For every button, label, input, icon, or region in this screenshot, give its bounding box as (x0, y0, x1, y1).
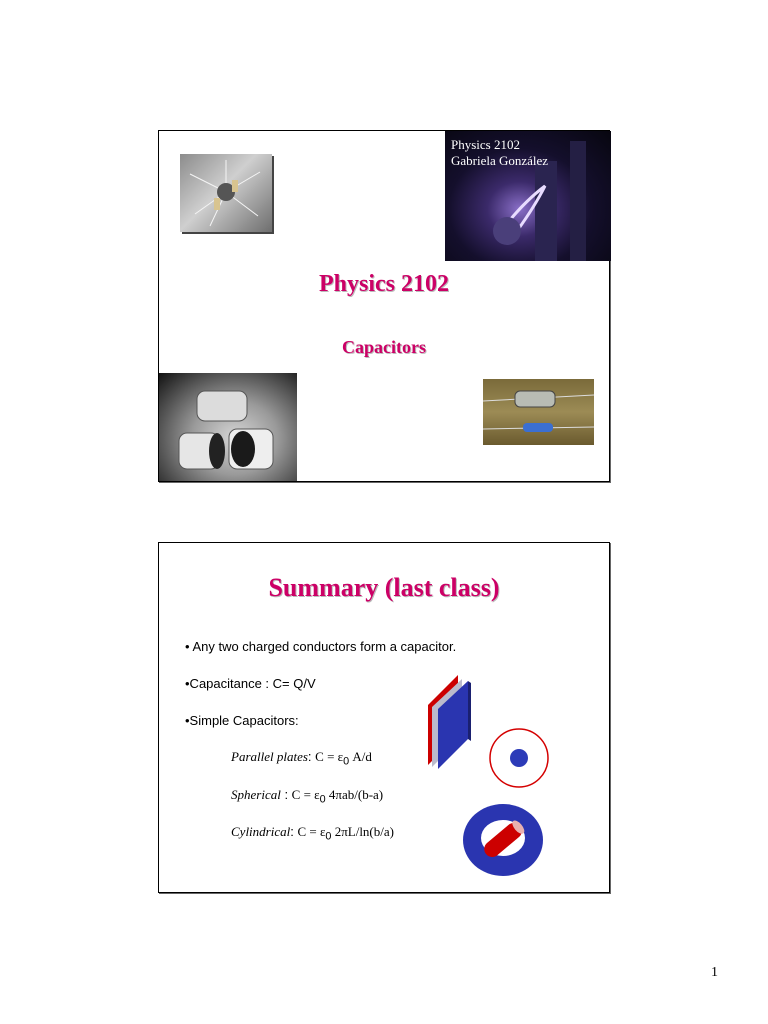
formula-label: Parallel plates (231, 749, 308, 764)
page-number: 1 (711, 965, 718, 980)
bullet-simple-capacitors: •Simple Capacitors: (185, 713, 299, 728)
spherical-capacitor-diagram (487, 726, 551, 790)
capacitors-photo-bw (159, 373, 297, 481)
slide-subtitle: Capacitors (342, 337, 426, 357)
cylindrical-capacitor-diagram (461, 798, 545, 878)
slide-title: Summary (last class) (268, 573, 500, 602)
formula-label: Spherical (231, 787, 281, 802)
lab-photo-instructor: Gabriela González (451, 153, 549, 168)
slide-title: Physics 2102 (318, 271, 449, 297)
summary-slide (158, 542, 610, 893)
formula-parallel-plates: Parallel plates: $C = \varepsilon_0$ A/d (231, 749, 372, 768)
resistor-photo (483, 379, 594, 445)
lab-photo-course: Physics 2102 (451, 137, 520, 152)
bullet-conductors: • Any two charged conductors form a capacitor. (185, 639, 457, 654)
capacitor-photo-grayscale (180, 154, 272, 232)
formula-spherical: Spherical : $C = \varepsilon_0$ 4πab/(b-a) (231, 787, 384, 806)
bullet-capacitance: •Capacitance : C= Q/V (185, 676, 316, 691)
formula-cylindrical: Cylindrical: $C = \varepsilon_0$ 2πL/ln(b/a) (231, 824, 394, 843)
title-slide (158, 130, 610, 482)
formula-label: Cylindrical (231, 824, 291, 839)
parallel-plates-diagram (424, 675, 484, 770)
van-de-graaff-lab-photo (445, 131, 611, 261)
